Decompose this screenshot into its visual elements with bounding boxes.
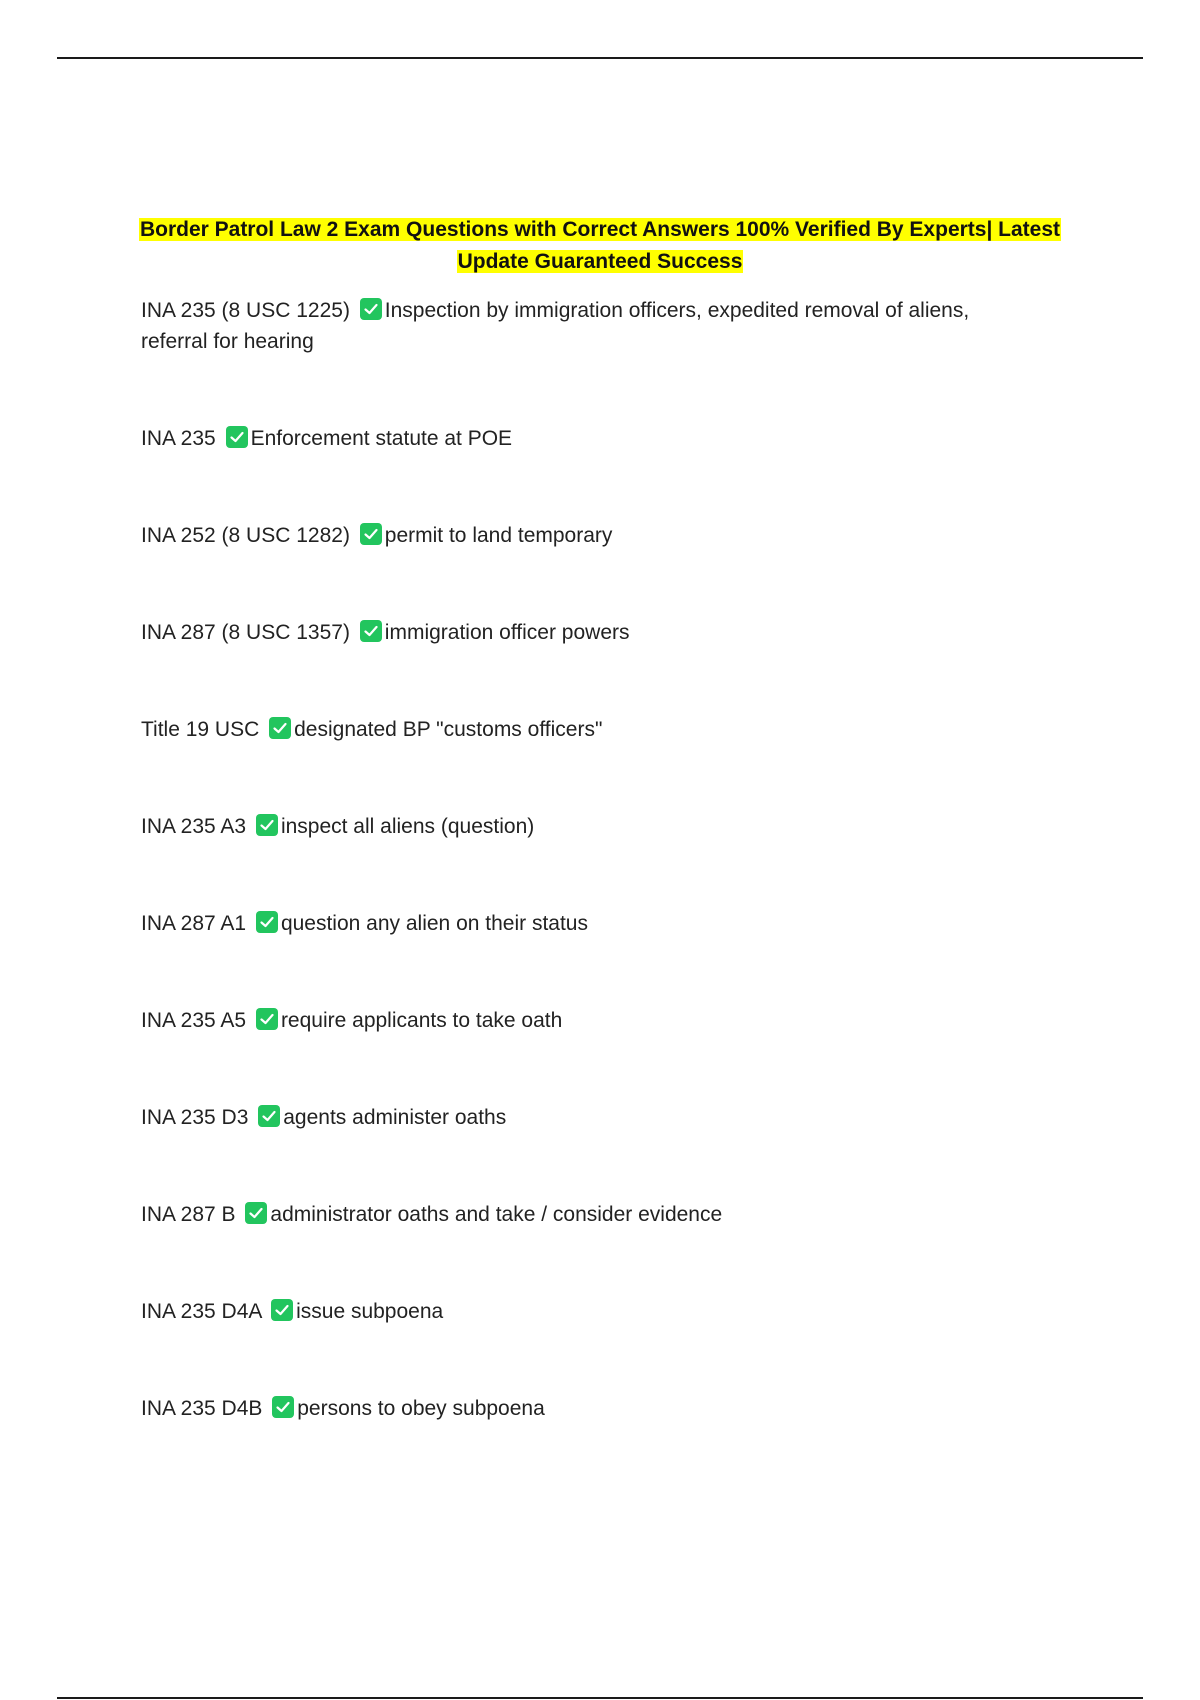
qa-answer: permit to land temporary (384, 524, 613, 547)
qa-item (141, 1199, 1041, 1230)
checkmark-icon (360, 620, 382, 642)
header-rule (57, 57, 1143, 59)
qa-term: INA 235 A3 (141, 815, 247, 838)
qa-answer: administrator oaths and take / consider evidence (270, 1203, 723, 1226)
qa-item (141, 1393, 1041, 1424)
qa-item (141, 1296, 1041, 1327)
qa-term: INA 252 (8 USC 1282) (141, 524, 350, 547)
document-title (130, 214, 1070, 278)
qa-item (141, 908, 1041, 939)
checkmark-icon (272, 1396, 294, 1418)
checkmark-icon (360, 298, 382, 320)
qa-item (141, 1005, 1041, 1036)
qa-term: INA 235 D4B (141, 1397, 263, 1420)
qa-term: INA 235 A5 (141, 1009, 247, 1032)
qa-item (141, 617, 1041, 648)
footer-rule (57, 1697, 1143, 1699)
qa-answer: Enforcement statute at POE (250, 427, 513, 450)
qa-answer: inspect all aliens (question) (280, 815, 535, 838)
document-title-text: Border Patrol Law 2 Exam Questions with Correct Answers 100% Verified By Experts| Latest Update Guaranteed Success (139, 218, 1061, 273)
checkmark-icon (256, 911, 278, 933)
qa-term: INA 235 D4A (141, 1300, 262, 1323)
qa-item (141, 811, 1041, 842)
qa-answer: issue subpoena (296, 1300, 444, 1323)
qa-answer: agents administer oaths (283, 1106, 507, 1129)
qa-answer: Inspection by immigration officers, expedited removal of aliens, referral for hearing (141, 299, 970, 353)
qa-item (141, 423, 1041, 454)
checkmark-icon (256, 1008, 278, 1030)
qa-item (141, 520, 1041, 551)
qa-term: INA 287 (8 USC 1357) (141, 621, 350, 644)
qa-item (141, 714, 1041, 745)
qa-term: INA 287 B (141, 1203, 236, 1226)
qa-item (141, 295, 1021, 357)
qa-answer: require applicants to take oath (280, 1009, 563, 1032)
checkmark-icon (258, 1105, 280, 1127)
checkmark-icon (360, 523, 382, 545)
checkmark-icon (269, 717, 291, 739)
qa-answer: question any alien on their status (280, 912, 588, 935)
qa-answer: immigration officer powers (384, 621, 630, 644)
checkmark-icon (256, 814, 278, 836)
qa-item (141, 1102, 1041, 1133)
qa-list (141, 295, 1041, 1490)
checkmark-icon (271, 1299, 293, 1321)
checkmark-icon (226, 426, 248, 448)
checkmark-icon (245, 1202, 267, 1224)
qa-term: INA 235 (141, 427, 216, 450)
qa-term: INA 235 (8 USC 1225) (141, 299, 350, 322)
qa-term: INA 235 D3 (141, 1106, 249, 1129)
qa-answer: designated BP "customs officers" (294, 718, 603, 741)
qa-term: Title 19 USC (141, 718, 260, 741)
qa-term: INA 287 A1 (141, 912, 247, 935)
qa-answer: persons to obey subpoena (297, 1397, 545, 1420)
